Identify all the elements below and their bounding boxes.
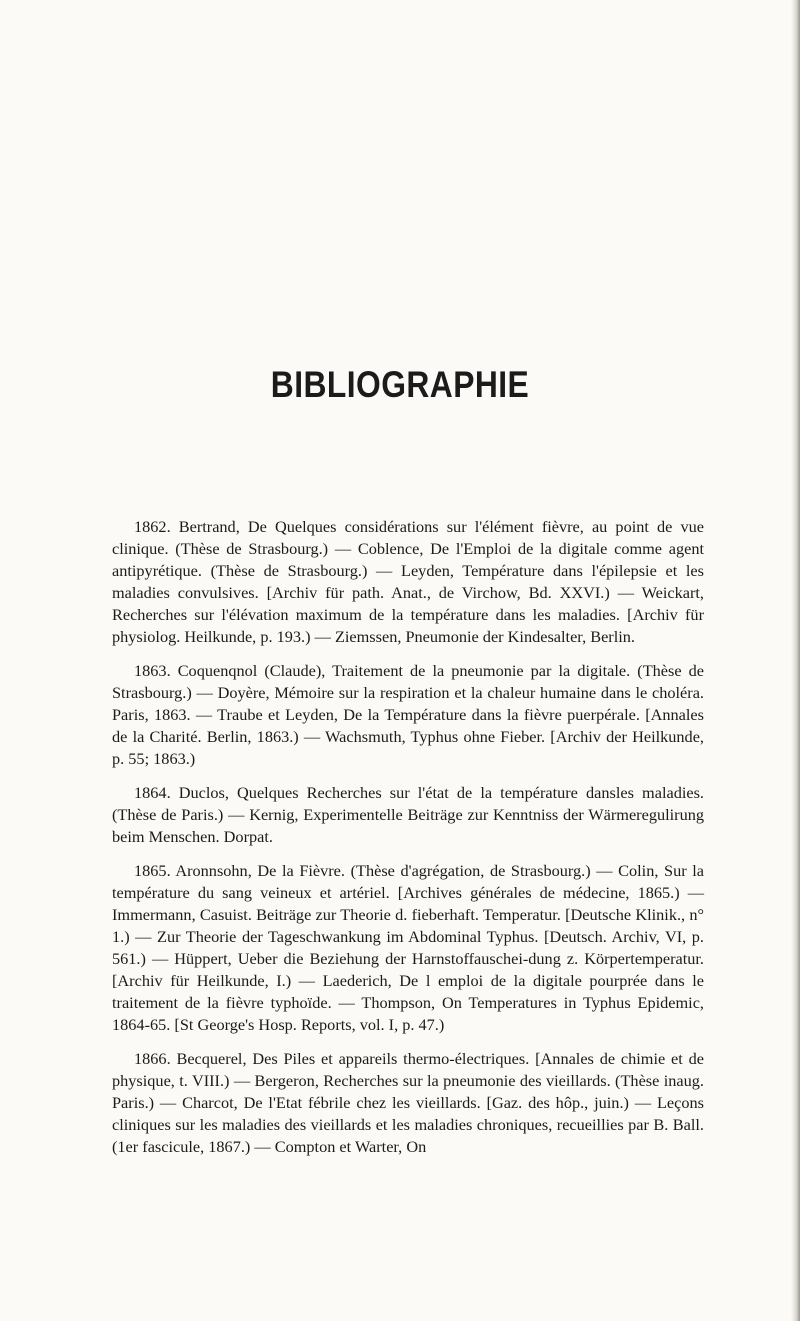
bibliography-entry-1863: 1863. Coquenqnol (Claude), Traitement de la pneumonie par la digitale. (Thèse de Strasbourg.) — Doyère, Mémoire sur la respiration et la chaleur humaine dans le choléra. Paris, 1863. — Traube et Leyden, De la Température dans la fièvre puerpérale. [Annales de la Charité. Berlin, 1863.) — Wachsmuth, Typhus ohne Fieber. [Archiv der Heilkunde, p. 55; 1863.) — [112, 661, 704, 768]
page-title: BIBLIOGRAPHIE — [270, 364, 530, 405]
bibliography-entry-1865: 1865. Aronnsohn, De la Fièvre. (Thèse d'agrégation, de Strasbourg.) — Colin, Sur la température du sang veineux et artériel. [Archives générales de médecine, 1865.) — Immermann, Casuist. Beiträge zur Theorie d. fieberhaft. Temperatur. [Deutsche Klinik., n° 1.) — Zur Theorie der Tageschwankung im Abdominal Typhus. [Deutsch. Archiv, VI, p. 561.) — Hüppert, Ueber die Beziehung der Harnstoffauschei-dung z. Körpertemperatur. [Archiv für Heilkunde, I.) — Laederich, De l emploi de la digitale pourprée dans le traitement de la fièvre typhoïde. — Thompson, On Temperatures in Typhus Epidemic, 1864-65. [St George's Hosp. Reports, vol. I, p. 47.) — [112, 861, 704, 1034]
page-edge-shadow — [791, 0, 800, 1321]
bibliography-entry-1864: 1864. Duclos, Quelques Recherches sur l'état de la température dansles maladies. (Thèse de Paris.) — Kernig, Experimentelle Beiträge zur Kenntniss der Wärmeregulirung beim Menschen. Dorpat. — [112, 783, 704, 846]
bibliography-entry-1866: 1866. Becquerel, Des Piles et appareils thermo-électriques. [Annales de chimie et de physique, t. VIII.) — Bergeron, Recherches sur la pneumonie des vieillards. (Thèse inaug. Paris.) — Charcot, De l'Etat fébrile chez les vieillards. [Gaz. des hôp., juin.) — Leçons cliniques sur les maladies des vieillards et les maladies chroniques, recueillies par B. Ball. (1er fascicule, 1867.) — Compton et Warter, On — [112, 1049, 704, 1156]
bibliography-entry-1862: 1862. Bertrand, De Quelques considérations sur l'élément fièvre, au point de vue clinique. (Thèse de Strasbourg.) — Coblence, De l'Emploi de la digitale comme agent antipyrétique. (Thèse de Strasbourg.) — Leyden, Température dans l'épilepsie et les maladies convulsives. [Archiv für path. Anat., de Virchow, Bd. XXVI.) — Weickart, Recherches sur l'élévation maximum de la température dans les maladies. [Archiv für physiolog. Heilkunde, p. 193.) — Ziemssen, Pneumonie der Kindesalter, Berlin. — [112, 517, 704, 646]
bibliography-list — [112, 516, 704, 1170]
